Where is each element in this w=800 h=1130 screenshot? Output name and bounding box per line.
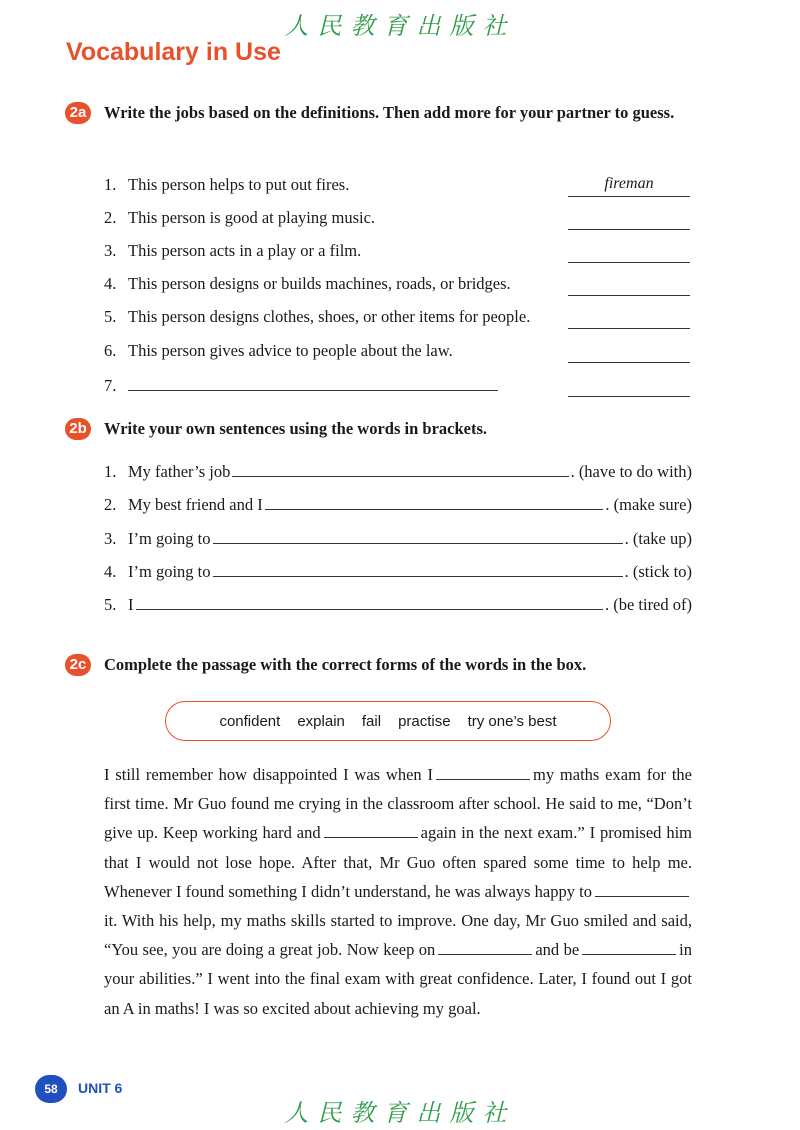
answer-field[interactable] xyxy=(568,374,690,397)
answer-field[interactable] xyxy=(568,207,690,230)
question-row xyxy=(104,374,498,397)
sentence-field[interactable] xyxy=(136,594,603,610)
custom-definition-field[interactable] xyxy=(128,374,498,391)
word-box xyxy=(165,701,611,741)
word-cue: . (stick to) xyxy=(624,562,692,581)
sentence-start: I’m going to xyxy=(128,529,211,548)
section-2b-instruction: Write your own sentences using the words in brackets. xyxy=(104,419,488,438)
sentence-number: 5. xyxy=(104,595,117,614)
sentence-start: My father’s job xyxy=(128,462,231,481)
sentence-field[interactable] xyxy=(265,494,604,510)
sentence-start: My best friend and I xyxy=(128,495,263,514)
question-row xyxy=(104,240,361,262)
question-number: 4. xyxy=(104,274,117,293)
question-row xyxy=(104,340,453,362)
sentence-field[interactable] xyxy=(213,561,623,577)
sentence-row xyxy=(104,561,692,583)
question-number: 6. xyxy=(104,341,117,360)
question-text: This person designs or builds machines, roads, or bridges. xyxy=(128,274,511,293)
word-box-item: try one’s best xyxy=(467,712,557,730)
passage-blank-3[interactable] xyxy=(595,882,689,897)
word-box-item: practise xyxy=(398,712,451,730)
question-text: This person is good at playing music. xyxy=(128,208,376,227)
sentence-field[interactable] xyxy=(213,528,623,544)
passage-text: and be xyxy=(535,940,580,960)
section-2c-instruction: Complete the passage with the correct forms of the words in the box. xyxy=(104,655,587,674)
question-row xyxy=(104,207,375,229)
question-text: This person acts in a play or a film. xyxy=(128,241,362,260)
question-row xyxy=(104,306,530,328)
passage-text: in your abilities.” I went into the final exam with great confidence. Later, I found out I got an A in maths! I was so excited about achieving my goal. xyxy=(104,940,692,1018)
question-number: 5. xyxy=(104,307,117,326)
word-cue: . (have to do with) xyxy=(570,462,692,481)
sentence-number: 2. xyxy=(104,495,117,514)
question-text: This person helps to put out fires. xyxy=(128,175,350,194)
sentence-row xyxy=(104,594,692,616)
sentence-start: I’m going to xyxy=(128,562,211,581)
passage-text: my maths exam for the first time. Mr Guo found me crying in the classroom after school. He said to me, “Don’t give up. Keep working hard and xyxy=(104,765,692,843)
answer-field[interactable] xyxy=(568,273,690,296)
sentence-start: I xyxy=(128,595,134,614)
question-number: 1. xyxy=(104,175,117,194)
passage-blank-1[interactable] xyxy=(436,765,530,780)
answer-field[interactable] xyxy=(568,306,690,329)
question-number: 2. xyxy=(104,208,117,227)
sentence-number: 4. xyxy=(104,562,117,581)
passage-blank-5[interactable] xyxy=(582,940,676,955)
passage-text: again in the next exam.” I promised him that I would not lose hope. After that, Mr Guo often spared some time to help me. Whenever I found something I didn’t understand, he was always happy to xyxy=(104,823,692,901)
publisher-logo: 人民教育出版社 xyxy=(284,12,516,40)
section-2a-instruction: Write the jobs based on the definitions. Then add more for your partner to guess. xyxy=(104,103,675,122)
publisher-logo: 人民教育出版社 xyxy=(284,1099,516,1127)
answer-field[interactable] xyxy=(568,340,690,363)
question-row xyxy=(104,174,349,196)
section-badge-2c: 2c xyxy=(65,654,91,676)
section-badge-2b: 2b xyxy=(65,418,91,440)
question-number: 3. xyxy=(104,241,117,260)
question-text: This person designs clothes, shoes, or other items for people. xyxy=(128,307,531,326)
word-cue: . (be tired of) xyxy=(604,595,692,614)
word-box-item: explain xyxy=(297,712,345,730)
question-text: This person gives advice to people about the law. xyxy=(128,341,453,360)
sentence-row xyxy=(104,528,692,550)
question-row xyxy=(104,273,511,295)
word-box-item: fail xyxy=(361,712,382,730)
word-box-item: confident xyxy=(219,712,281,730)
answer-field[interactable] xyxy=(568,240,690,263)
word-cue: . (take up) xyxy=(624,529,692,548)
page-number: 58 xyxy=(35,1075,67,1103)
sentence-number: 1. xyxy=(104,462,117,481)
passage-text: I still remember how disappointed I was when I xyxy=(104,765,433,784)
sentence-field[interactable] xyxy=(232,461,568,477)
passage xyxy=(104,760,692,1023)
passage-blank-2[interactable] xyxy=(324,823,418,838)
answer-field[interactable]: fireman xyxy=(568,174,690,197)
question-number: 7. xyxy=(104,376,117,395)
unit-label: UNIT 6 xyxy=(78,1080,123,1096)
passage-text: it. With his help, my maths skills started to improve. One day, Mr Guo smiled and said, “You see, you are doing a great job. Now keep on xyxy=(104,911,692,960)
sentence-row xyxy=(104,461,692,483)
passage-blank-4[interactable] xyxy=(438,940,532,955)
word-cue: . (make sure) xyxy=(605,495,692,514)
sentence-number: 3. xyxy=(104,529,117,548)
sentence-row xyxy=(104,494,692,516)
section-badge-2a: 2a xyxy=(65,102,91,124)
page-title: Vocabulary in Use xyxy=(66,38,281,66)
